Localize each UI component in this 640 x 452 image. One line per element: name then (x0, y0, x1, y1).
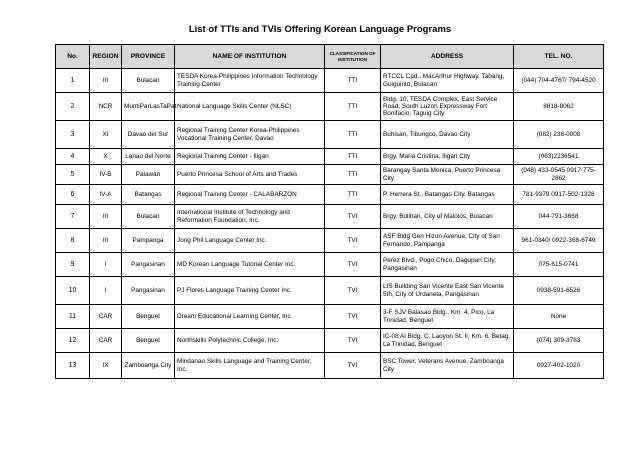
cell-institution: Puerto Princesa School of Arts and Trades (175, 165, 325, 185)
cell-address: IC-08 Al Bldg, C, Laoyon St. II, Km. 6, Betag, La Trinidad, Benguet (381, 329, 514, 353)
cell-no: 9 (56, 253, 90, 277)
cell-institution: Regional Training Center - CALABARZON (175, 185, 325, 205)
cell-institution: Mindanao Skills Language and Training Center, Inc. (175, 353, 325, 379)
table-row (56, 205, 604, 229)
table-row (56, 69, 604, 93)
table-row (56, 229, 604, 253)
cell-region: I (90, 253, 122, 277)
header-institution: NAME OF INSTITUTION (175, 45, 325, 69)
header-tel: TEL. NO. (514, 45, 604, 69)
cell-region: IV-B (90, 165, 122, 185)
cell-province: Davao del Sur (122, 121, 175, 149)
table-row (56, 185, 604, 205)
cell-institution: Regional Training Center - Iligan (175, 149, 325, 165)
cell-tel: 781-9379 0917-502-1328 (514, 185, 604, 205)
cell-no: 4 (56, 149, 90, 165)
cell-tel: 0927-402-1020 (514, 353, 604, 379)
table-row (56, 353, 604, 379)
cell-institution: Jong Phil Language Center Inc. (175, 229, 325, 253)
table-row (56, 253, 604, 277)
cell-no: 6 (56, 185, 90, 205)
cell-tel: 0938-591-6526 (514, 277, 604, 305)
cell-region: CAR (90, 305, 122, 329)
cell-classification: TTI (325, 93, 381, 121)
cell-province: Bulacan (122, 69, 175, 93)
cell-classification: TVI (325, 329, 381, 353)
cell-classification: TVI (325, 305, 381, 329)
cell-classification: TVI (325, 229, 381, 253)
header-address: ADDRESS (381, 45, 514, 69)
table-row (56, 305, 604, 329)
cell-tel: 8818-8062 (514, 93, 604, 121)
table-row (56, 277, 604, 305)
cell-no: 3 (56, 121, 90, 149)
cell-region: I (90, 277, 122, 305)
cell-province: Benguet (122, 329, 175, 353)
cell-no: 12 (56, 329, 90, 353)
cell-no: 1 (56, 69, 90, 93)
cell-address: P. Herrera St., Batangas City, Batangas (381, 185, 514, 205)
cell-province: Batangas (122, 185, 175, 205)
cell-no: 2 (56, 93, 90, 121)
table-header-row (56, 45, 604, 69)
cell-tel: 961-0340/ 0922-368-6749 (514, 229, 604, 253)
cell-tel: 075-615-0741 (514, 253, 604, 277)
cell-institution: Dream Educational Learning Center, Inc. (175, 305, 325, 329)
cell-address: Brgy. Maria Cristina, Iligan City (381, 149, 514, 165)
cell-address: BSC Tower, Veterans Avenue, Zamboanga City (381, 353, 514, 379)
table-row (56, 121, 604, 149)
cell-classification: TVI (325, 253, 381, 277)
cell-no: 13 (56, 353, 90, 379)
header-region: REGION (90, 45, 122, 69)
cell-tel: (082) 238-0008 (514, 121, 604, 149)
cell-province: Pampanga (122, 229, 175, 253)
header-province: PROVINCE (122, 45, 175, 69)
cell-classification: TVI (325, 277, 381, 305)
document-title: List of TTIs and TVIs Offering Korean Language Programs (188, 24, 452, 35)
institutions-table (55, 44, 604, 379)
cell-tel: (044) 704-4767/ 794-4520 (514, 69, 604, 93)
cell-address: Perez Blvd., Pogo Chico, Dagupan City, Pangasinan (381, 253, 514, 277)
cell-institution: PJ Flores Language Training Center Inc. (175, 277, 325, 305)
cell-province: Pangasinan (122, 253, 175, 277)
cell-no: 7 (56, 205, 90, 229)
cell-address: Buhisan, Tibungco, Davao City (381, 121, 514, 149)
header-no: No. (56, 45, 90, 69)
cell-address: Bldg. 10, TESDA Complex, East Service Road, South Luzon Expressway Fort Bonifacio, Taguig City (381, 93, 514, 121)
cell-address: Barangay Santa Monica, Puerto Princesa City (381, 165, 514, 185)
cell-address: LIS Building San Vicente East San Vicente 5th, City of Urdaneta, Pangasinan (381, 277, 514, 305)
cell-institution: MD Korean Language Tutorial Center Inc. (175, 253, 325, 277)
cell-region: IX (90, 353, 122, 379)
cell-classification: TVI (325, 353, 381, 379)
cell-province: Pangasinan (122, 277, 175, 305)
cell-tel: (048) 433-0545 0917-775-2862 (514, 165, 604, 185)
cell-institution: Regional Training Center Korea-Philippines Vocational Training Center, Davao (175, 121, 325, 149)
cell-region: IV-A (90, 185, 122, 205)
cell-address: 3-F SJV Balasao Bldg., Km. 4, Pico, La Trinidad, Benguet (381, 305, 514, 329)
cell-province: Bulacan (122, 205, 175, 229)
table-row (56, 329, 604, 353)
cell-province: MuntiParLasTaPat (122, 93, 175, 121)
table-body (56, 69, 604, 379)
cell-province: Benguet (122, 305, 175, 329)
cell-address: Brgy. Bulihan, City of Malolos, Bulacan (381, 205, 514, 229)
cell-no: 8 (56, 229, 90, 253)
cell-region: XI (90, 121, 122, 149)
cell-address: ASF Bldg Gen Hizon Avenue, City of San Fernando, Pampanga (381, 229, 514, 253)
cell-tel: (063)2236541 (514, 149, 604, 165)
cell-no: 11 (56, 305, 90, 329)
cell-region: X (90, 149, 122, 165)
cell-tel: 044-791-3668 (514, 205, 604, 229)
cell-institution: International Institute of Technology and Reformation Foundation, Inc. (175, 205, 325, 229)
cell-region: III (90, 205, 122, 229)
cell-classification: TTI (325, 121, 381, 149)
cell-institution: TESDA Korea-Philippines Information Technology Training Center (175, 69, 325, 93)
cell-province: Palawan (122, 165, 175, 185)
cell-tel: (074) 309-3783 (514, 329, 604, 353)
cell-classification: TTI (325, 149, 381, 165)
cell-province: Lanao del Norte (122, 149, 175, 165)
cell-region: NCR (90, 93, 122, 121)
table-row (56, 165, 604, 185)
cell-region: III (90, 69, 122, 93)
cell-no: 5 (56, 165, 90, 185)
header-classification: CLASSIFICATION OF INSTITUTION (325, 45, 381, 69)
cell-address: RTCCL Cpd., MacArthur Highway, Tabang, Guiguinto, Bulacan (381, 69, 514, 93)
cell-region: CAR (90, 329, 122, 353)
cell-classification: TTI (325, 69, 381, 93)
cell-province: Zamboanga City (122, 353, 175, 379)
cell-classification: TTI (325, 165, 381, 185)
cell-region: III (90, 229, 122, 253)
cell-no: 10 (56, 277, 90, 305)
cell-institution: Northskills Polytechnic College, Inc. (175, 329, 325, 353)
cell-institution: National Language Skills Center (NLSC) (175, 93, 325, 121)
cell-tel: None (514, 305, 604, 329)
cell-classification: TVI (325, 205, 381, 229)
cell-classification: TTI (325, 185, 381, 205)
table-row (56, 149, 604, 165)
table-row (56, 93, 604, 121)
